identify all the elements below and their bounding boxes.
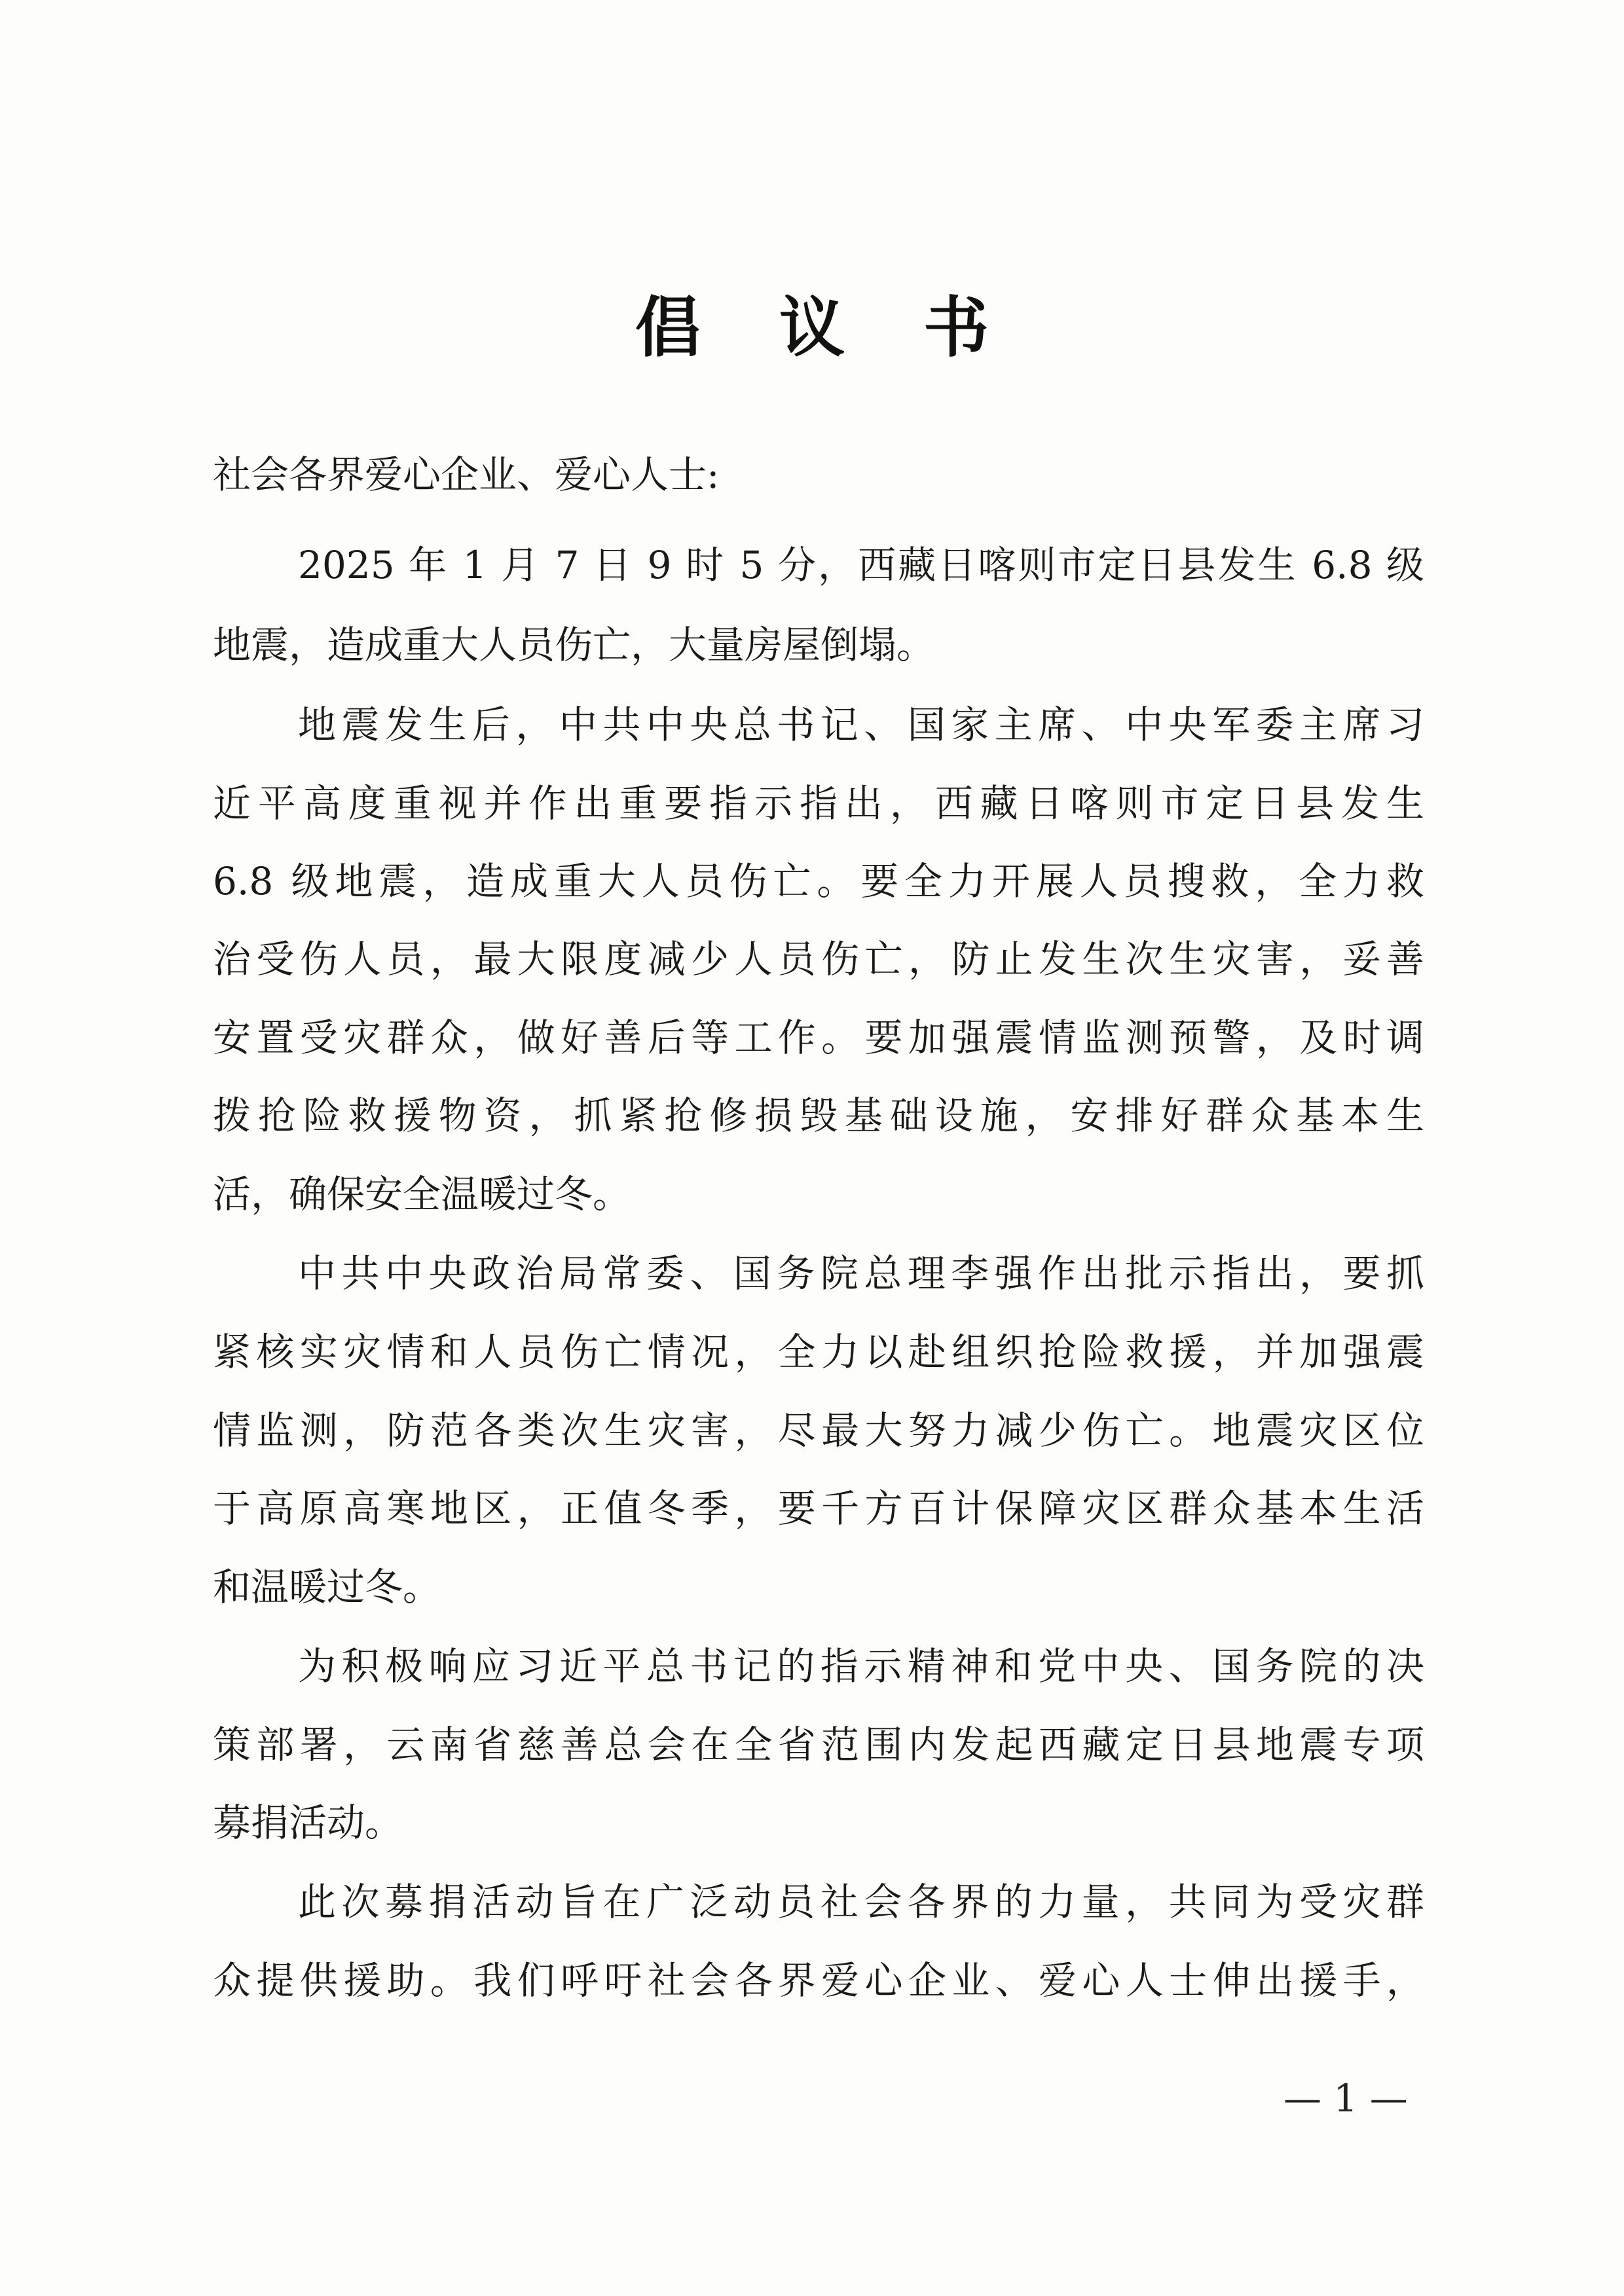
paragraph-line: 2025 年 1 月 7 日 9 时 5 分，西藏日喀则市定日县发生 6.8 级 xyxy=(298,543,1424,587)
paragraph-line: 地震发生后，中共中央总书记、国家主席、中央军委主席习 xyxy=(298,702,1424,747)
paragraph-line: 活，确保安全温暖过冬。 xyxy=(213,1172,631,1216)
paragraph-line: 为积极响应习近平总书记的指示精神和党中央、国务院的决 xyxy=(298,1644,1424,1688)
paragraph-line: 紧核实灾情和人员伤亡情况，全力以赴组织抢险救援，并加强震 xyxy=(213,1330,1424,1374)
paragraph-line: 此次募捐活动旨在广泛动员社会各界的力量，共同为受灾群 xyxy=(298,1880,1424,1924)
page-title: 倡议书 xyxy=(635,289,1067,366)
salutation: 社会各界爱心企业、爱心人士: xyxy=(213,452,720,497)
paragraph-line: 拨抢险救援物资，抓紧抢修损毁基础设施，安排好群众基本生 xyxy=(213,1093,1424,1138)
paragraph-line: 于高原高寒地区，正值冬季，要千方百计保障灾区群众基本生活 xyxy=(213,1486,1424,1531)
paragraph-line: 安置受灾群众，做好善后等工作。要加强震情监测预警，及时调 xyxy=(213,1015,1424,1060)
paragraph-line: 近平高度重视并作出重要指示指出，西藏日喀则市定日县发生 xyxy=(213,781,1424,826)
paragraph-line: 众提供援助。我们呼吁社会各界爱心企业、爱心人士伸出援手， xyxy=(213,1958,1424,2003)
paragraph-line: 情监测，防范各类次生灾害，尽最大努力减少伤亡。地震灾区位 xyxy=(213,1408,1424,1453)
paragraph-line: 治受伤人员，最大限度减少人员伤亡，防止发生次生灾害，妥善 xyxy=(213,937,1424,981)
paragraph-line: 中共中央政治局常委、国务院总理李强作出批示指出，要抓 xyxy=(298,1251,1424,1296)
paragraph-line: 地震，造成重大人员伤亡，大量房屋倒塌。 xyxy=(213,623,935,667)
paragraph-line: 募捐活动。 xyxy=(213,1800,403,1845)
page-number: — 1 — xyxy=(1283,2076,1408,2121)
paragraph-line: 6.8 级地震，造成重大人员伤亡。要全力开展人员搜救，全力救 xyxy=(213,859,1424,903)
paragraph-line: 和温暖过冬。 xyxy=(213,1565,441,1609)
paragraph-line: 策部署，云南省慈善总会在全省范围内发起西藏定日县地震专项 xyxy=(213,1722,1424,1767)
